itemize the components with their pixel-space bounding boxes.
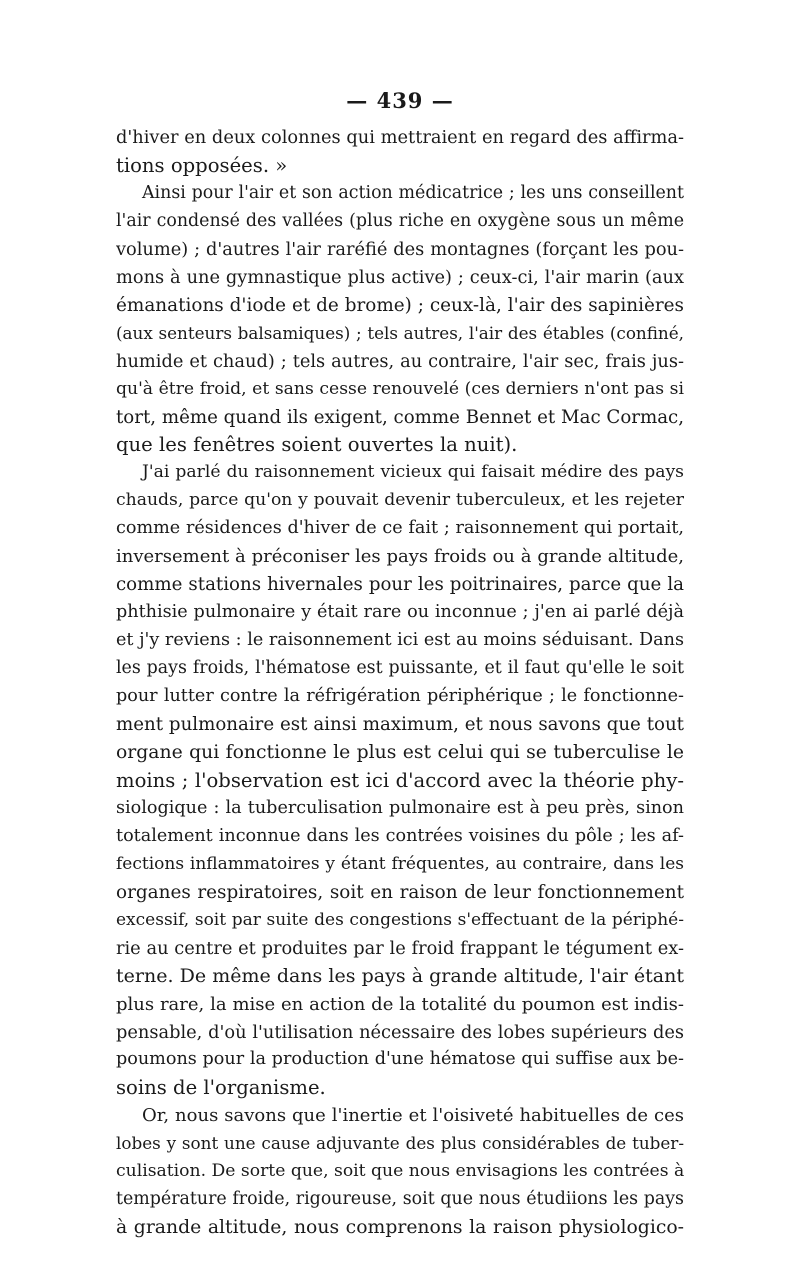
text-line: (aux senteurs balsamiques) ; tels autres, l'air des étables (confiné,	[116, 322, 684, 343]
text-line: siologique : la tuberculisation pulmonaire est à peu près, sinon	[116, 797, 684, 818]
text-line: tort, même quand ils exigent, comme Bennet et Mac Cormac,	[116, 406, 684, 428]
text-line: les pays froids, l'hématose est puissante, et il faut qu'elle le soit	[116, 658, 684, 679]
text-line: culisation. De sorte que, soit que nous envisagions les contrées à	[116, 1161, 684, 1182]
text-line: volume) ; d'autres l'air raréfié des montagnes (forçant les pou-	[116, 238, 684, 260]
paragraph-2	[116, 180, 684, 460]
text-line: pour lutter contre la réfrigération périphérique ; le fonctionne-	[116, 686, 684, 707]
text-line: fections inflammatoires y étant fréquentes, au contraire, dans les	[116, 853, 684, 874]
text-line: Or, nous savons que l'inertie et l'oisiveté habituelles de ces	[142, 1105, 684, 1127]
text-line: humide et chaud) ; tels autres, au contraire, l'air sec, frais jus-	[116, 350, 684, 372]
text-line: inversement à préconiser les pays froids ou à grande altitude,	[116, 546, 684, 568]
text-line: terne. De même dans les pays à grande altitude, l'air étant	[116, 964, 684, 987]
book-page	[116, 84, 684, 1242]
text-line: émanations d'iode et de brome) ; ceux-là, l'air des sapinières	[116, 294, 684, 316]
text-line: phthisie pulmonaire y était rare ou inconnue ; j'en ai parlé déjà	[116, 602, 684, 623]
text-line: tions opposées. »	[116, 153, 288, 177]
text-line: moins ; l'observation est ici d'accord avec la théorie phy-	[116, 768, 684, 792]
text-line: température froide, rigoureuse, soit que nous étudiions les pays	[116, 1189, 684, 1210]
text-line: qu'à être froid, et sans cesse renouvelé (ces derniers n'ont pas si	[116, 378, 684, 399]
text-line: chauds, parce qu'on y pouvait devenir tuberculeux, et les rejeter	[116, 490, 684, 511]
text-line: que les fenêtres soient ouvertes la nuit).	[116, 433, 518, 457]
text-line: l'air condensé des vallées (plus riche en oxygène sous un même	[116, 210, 684, 231]
text-line: totalement inconnue dans les contrées voisines du pôle ; les af-	[116, 825, 684, 846]
text-line: excessif, soit par suite des congestions s'effectuant de la périphé-	[116, 909, 684, 930]
text-line: d'hiver en deux colonnes qui mettraient en regard des affirma-	[116, 127, 684, 148]
text-line: ment pulmonaire est ainsi maximum, et nous savons que tout	[116, 714, 684, 736]
text-line: organes respiratoires, soit en raison de leur fonctionnement	[116, 881, 684, 903]
text-line: comme stations hivernales pour les poitrinaires, parce que la	[116, 574, 684, 596]
text-line: pensable, d'où l'utilisation nécessaire des lobes supérieurs des	[116, 1021, 684, 1043]
text-line: lobes y sont une cause adjuvante des plus considérables de tuber-	[116, 1133, 684, 1154]
text-line: et j'y reviens : le raisonnement ici est au moins séduisant. Dans	[116, 630, 684, 651]
page-number: — 439 —	[346, 88, 454, 113]
paragraph-1	[116, 124, 684, 180]
paragraph-4	[116, 1102, 684, 1242]
text-line: Ainsi pour l'air et son action médicatrice ; les uns conseillent	[142, 182, 684, 203]
text-line: poumons pour la production d'une hématose qui suffise aux be-	[116, 1049, 684, 1070]
paragraph-3	[116, 459, 684, 1102]
text-line: à grande altitude, nous comprenons la raison physiologico-	[116, 1217, 684, 1239]
text-line: plus rare, la mise en action de la totalité du poumon est indis-	[116, 993, 684, 1015]
text-line: soins de l'organisme.	[116, 1076, 326, 1100]
text-line: organe qui fonctionne le plus est celui qui se tuberculise le	[116, 741, 684, 763]
text-line: mons à une gymnastique plus active) ; ceux-ci, l'air marin (aux	[116, 266, 684, 288]
text-line: rie au centre et produites par le froid frappant le tégument ex-	[116, 937, 684, 959]
text-line: J'ai parlé du raisonnement vicieux qui faisait médire des pays	[142, 462, 684, 483]
text-line: comme résidences d'hiver de ce fait ; raisonnement qui portait,	[116, 518, 684, 539]
